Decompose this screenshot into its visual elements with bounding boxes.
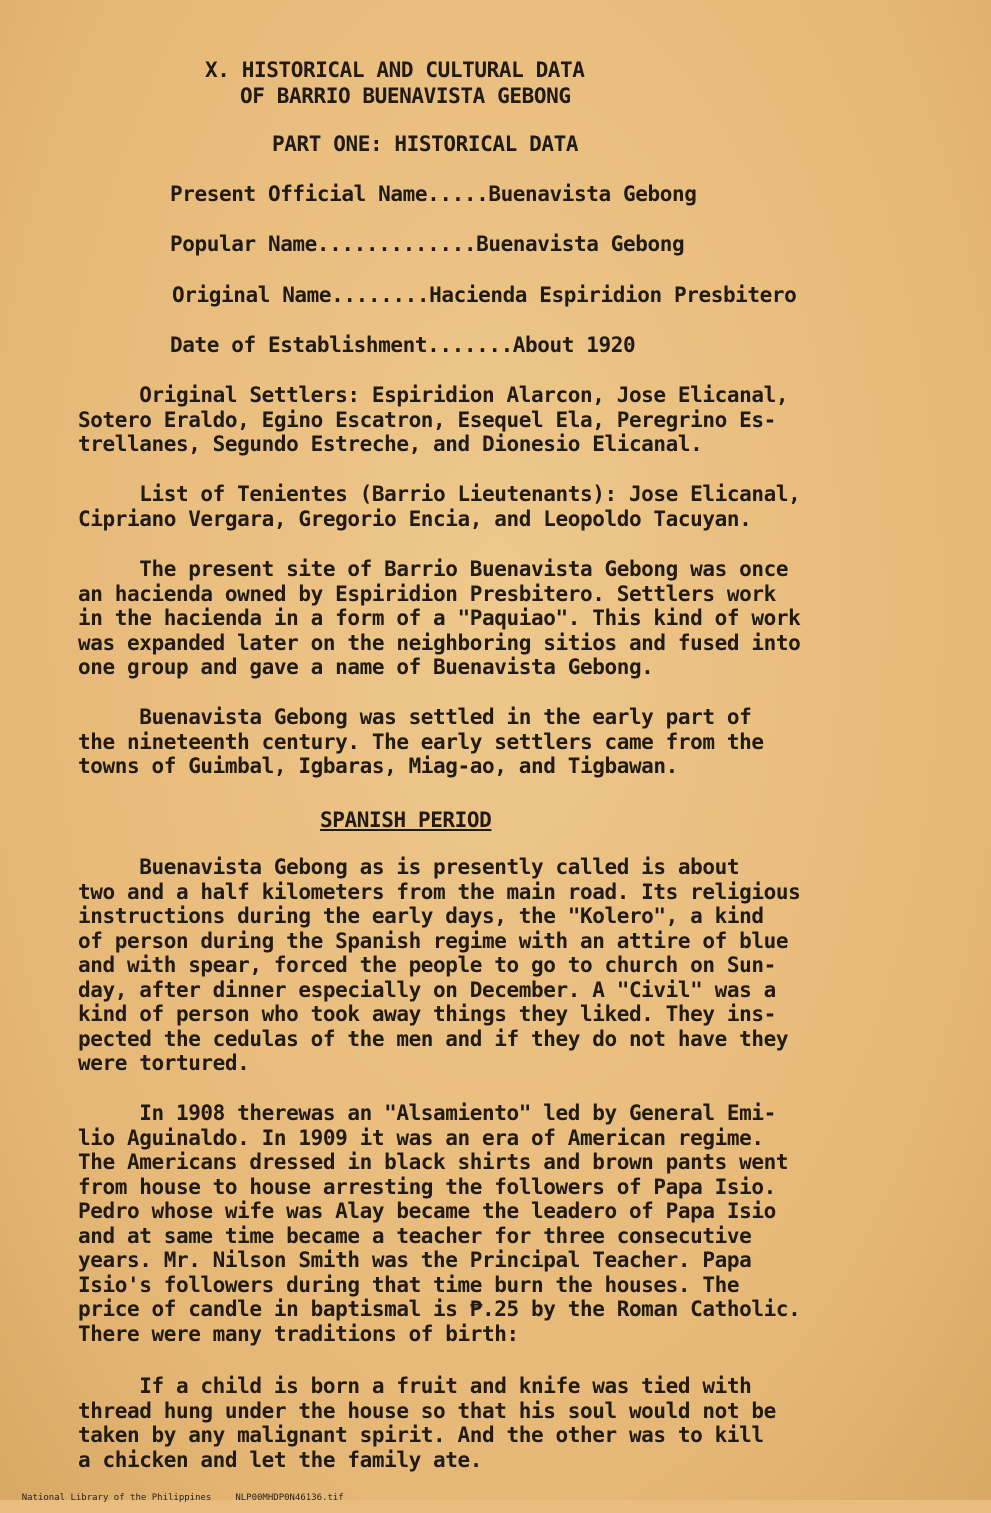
text-line: of person during the Spanish regime with an attire of blue	[78, 928, 789, 953]
text-line: and at same time became a teacher for three consecutive	[78, 1223, 752, 1248]
text-line: a chicken and let the family ate.	[78, 1447, 483, 1472]
text-line: price of candle in baptismal is ₱.25 by the Roman Catholic.	[78, 1297, 801, 1321]
document-title-line1: X. HISTORICAL AND CULTURAL DATA	[205, 58, 585, 82]
footer-library: National Library of the Philippines	[21, 1493, 212, 1503]
text-line: the nineteenth century. The early settlers came from the	[78, 729, 764, 754]
paragraph-settled	[78, 705, 978, 779]
text-line: was expanded later on the neighboring sitios and fused into	[78, 630, 801, 655]
text-line: Sotero Eraldo, Egino Escatron, Esequel Ela, Peregrino Es-	[78, 407, 776, 432]
text-line: were tortured.	[78, 1051, 250, 1075]
text-line: instructions during the early days, the "Kolero", a kind	[78, 904, 764, 928]
text-line: List of Tenientes (Barrio Lieutenants): Jose Elicanal,	[78, 482, 801, 506]
field-date-established: Date of Establishment.......About 1920	[170, 333, 636, 357]
spanish-period-heading: SPANISH PERIOD	[320, 808, 492, 832]
text-line: kind of person who took away things they liked. They ins-	[78, 1002, 776, 1026]
part-heading: PART ONE: HISTORICAL DATA	[272, 132, 579, 156]
text-line: day, after dinner especially on December. A "Civil" was a	[78, 977, 776, 1002]
paragraph-birth-traditions	[78, 1374, 978, 1472]
text-line: The present site of Barrio Buenavista Gebong was once	[78, 557, 789, 581]
text-line: in the hacienda in a form of a "Paquiao". This kind of work	[78, 606, 801, 630]
text-line: Buenavista Gebong as is presently called is about	[78, 855, 740, 879]
text-line: The Americans dressed in black shirts and brown pants went	[78, 1150, 789, 1174]
text-line: There were many traditions of birth:	[78, 1321, 519, 1346]
text-line: Original Settlers: Espiridion Alarcon, Jose Elicanal,	[78, 383, 789, 407]
document-title-line2: OF BARRIO BUENAVISTA GEBONG	[240, 84, 571, 108]
text-line: Buenavista Gebong was settled in the early part of	[78, 705, 752, 729]
paragraph-american-regime	[78, 1101, 978, 1346]
text-line: two and a half kilometers from the main road. Its religious	[78, 879, 801, 904]
paragraph-settlers	[78, 383, 978, 457]
text-line: Pedro whose wife was Alay became the leadero of Papa Isio	[78, 1199, 776, 1223]
text-line: If a child is born a fruit and knife was tied with	[78, 1374, 752, 1398]
text-line: an hacienda owned by Espiridion Presbitero. Settlers work	[78, 581, 776, 606]
text-line: pected the cedulas of the men and if they do not have they	[78, 1026, 789, 1051]
text-line: Isio's followers during that time burn the houses. The	[78, 1272, 740, 1297]
text-line: towns of Guimbal, Igbaras, Miag-ao, and Tigbawan.	[78, 754, 678, 778]
field-popular-name: Popular Name.............Buenavista Gebong	[170, 232, 685, 256]
text-line: trellanes, Segundo Estreche, and Dionesio Elicanal.	[78, 432, 703, 456]
field-official-name: Present Official Name.....Buenavista Gebong	[170, 182, 697, 206]
text-line: years. Mr. Nilson Smith was the Principal Teacher. Papa	[78, 1248, 752, 1272]
text-line: thread hung under the house so that his soul would not be	[78, 1398, 776, 1423]
scan-footer	[0, 1483, 500, 1513]
text-line: and with spear, forced the people to go to church on Sun-	[78, 953, 776, 977]
footer-file: NLP00MHDP0N46136.tif	[235, 1493, 344, 1503]
field-original-name: Original Name........Hacienda Espiridion Presbitero	[172, 283, 797, 307]
text-line: In 1908 therewas an "Alsamiento" led by General Emi-	[78, 1101, 776, 1125]
paragraph-spanish-period	[78, 855, 978, 1076]
text-line: Cipriano Vergara, Gregorio Encia, and Leopoldo Tacuyan.	[78, 506, 752, 531]
text-line: lio Aguinaldo. In 1909 it was an era of American regime.	[78, 1125, 764, 1150]
text-line: from house to house arresting the followers of Papa Isio.	[78, 1174, 776, 1199]
paragraph-site	[78, 557, 978, 680]
text-line: one group and gave a name of Buenavista Gebong.	[78, 655, 654, 679]
paragraph-tenientes	[78, 482, 978, 531]
text-line: taken by any malignant spirit. And the other was to kill	[78, 1423, 764, 1447]
